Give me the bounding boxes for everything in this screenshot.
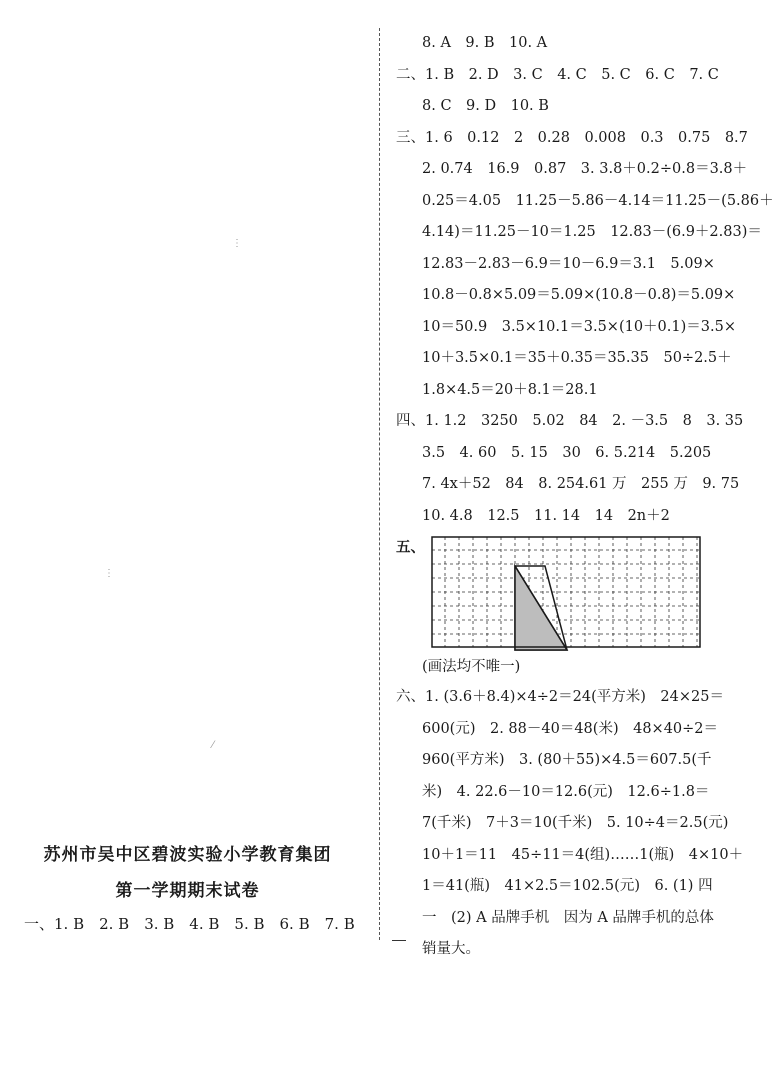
- answer-line: 10＋3.5×0.1＝35＋0.35＝35.35 50÷2.5＋: [422, 350, 732, 366]
- grid-lines: [432, 537, 700, 647]
- grid-section-label: 五、: [396, 539, 425, 556]
- answer-line: 8. C 9. D 10. B: [422, 98, 549, 114]
- answer-line: 10.8－0.8×5.09＝5.09×(10.8－0.8)＝5.09×: [422, 287, 736, 303]
- grid-answer: [396, 536, 731, 652]
- answer-line: 7(千米) 7＋3＝10(千米) 5. 10÷4＝2.5(元): [422, 815, 729, 831]
- answer-line: 10＝50.9 3.5×10.1＝3.5×(10＋0.1)＝3.5×: [422, 318, 736, 335]
- grid-note: (画法均不唯一): [422, 659, 521, 675]
- scan-speck: ⋮: [104, 568, 114, 579]
- answer-line: 10. 4.8 12.5 11. 14 14 2n＋2: [422, 507, 670, 524]
- column-divider: [379, 28, 380, 940]
- answer-line: 7. 4x＋52 84 8. 254.61 万 255 万 9. 75: [422, 476, 740, 492]
- answer-line: 三、1. 6 0.12 2 0.28 0.008 0.3 0.75 8.7: [396, 129, 748, 146]
- bottom-dash: [392, 940, 406, 941]
- grid-figure: [431, 536, 701, 648]
- answer-line: 二、1. B 2. D 3. C 4. C 5. C 6. C 7. C: [396, 66, 719, 83]
- answer-line: 1＝41(瓶) 41×2.5＝102.5(元) 6. (1) 四: [422, 878, 713, 894]
- answer-line: 600(元) 2. 88－40＝48(米) 48×40÷2＝: [422, 720, 719, 737]
- answer-line: 960(平方米) 3. (80＋55)×4.5＝607.5(千: [422, 752, 712, 768]
- answer-line: 销量大。: [422, 941, 480, 957]
- school-title: 苏州市吴中区碧波实验小学教育集团: [43, 845, 332, 865]
- answer-line: 8. A 9. B 10. A: [422, 35, 548, 51]
- answer-line: 3.5 4. 60 5. 15 30 6. 5.214 5.205: [422, 444, 712, 461]
- exam-title: 第一学期期末试卷: [115, 881, 260, 901]
- answer-line: 4.14)＝11.25－10＝1.25 12.83－(6.9＋2.83)＝: [422, 224, 762, 240]
- answer-line: 六、1. (3.6＋8.4)×4÷2＝24(平方米) 24×25＝: [396, 689, 724, 705]
- section-one-answers: 一、1. B 2. B 3. B 4. B 5. B 6. B 7. B: [24, 915, 355, 933]
- answer-line: 米) 4. 22.6－10＝12.6(元) 12.6÷1.8＝: [422, 783, 710, 800]
- scan-speck: ⁄: [212, 740, 214, 751]
- answer-column: [396, 28, 774, 966]
- answer-line: 2. 0.74 16.9 0.87 3. 3.8＋0.2÷0.8＝3.8＋: [422, 161, 748, 177]
- answer-line: 0.25＝4.05 11.25－5.86－4.14＝11.25－(5.86＋: [422, 192, 774, 209]
- answer-line: 四、1. 1.2 3250 5.02 84 2. －3.5 8 3. 35: [396, 413, 744, 429]
- answer-line: 12.83－2.83－6.9＝10－6.9＝3.1 5.09×: [422, 255, 715, 272]
- scan-speck: ⋮: [232, 238, 242, 249]
- answer-line: 10＋1＝11 45÷11＝4(组)……1(瓶) 4×10＋: [422, 846, 744, 863]
- answer-line: 一 (2) A 品牌手机 因为 A 品牌手机的总体: [422, 909, 714, 926]
- answer-line: 1.8×4.5＝20＋8.1＝28.1: [422, 381, 598, 398]
